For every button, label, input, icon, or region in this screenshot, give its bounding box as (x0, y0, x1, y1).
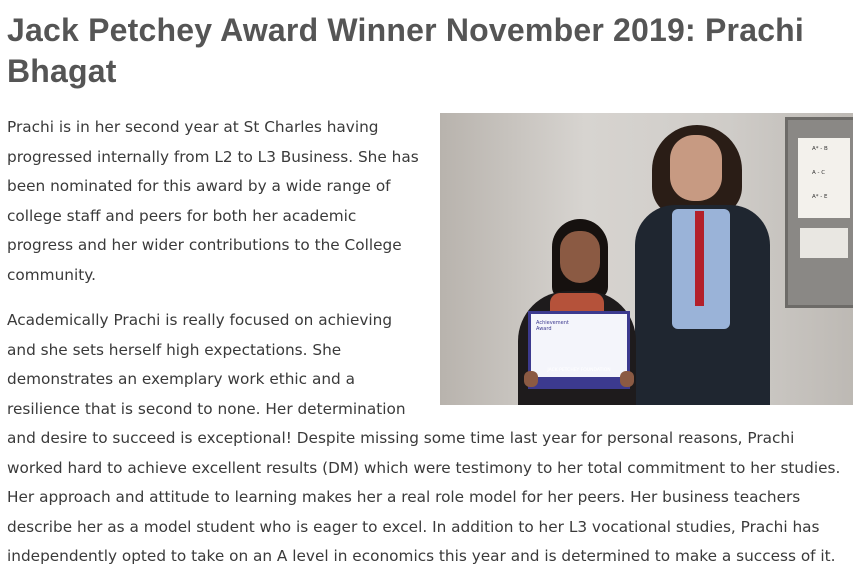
noticeboard-text: A* - B (812, 146, 828, 152)
article-paragraph (7, 113, 853, 373)
article-body (7, 113, 853, 588)
award-certificate (528, 311, 630, 389)
noticeboard-sheet (800, 228, 848, 258)
noticeboard-sheet (798, 138, 850, 218)
award-photo (440, 113, 853, 405)
certificate-heading: Achievement (536, 320, 569, 326)
noticeboard-text: A - C (812, 170, 826, 176)
noticeboard-text: A* - E (812, 194, 828, 200)
paragraph-1: Prachi is in her second year at St Charles having progressed internally from L2 to L3 Business. She has been nominated for this award by a wide range of college staff and peers for both her academic progress and her wider contributions to the College community. (7, 118, 419, 284)
man-tie (695, 211, 704, 306)
page-title: Jack Petchey Award Winner November 2019: Prachi Bhagat (7, 12, 805, 89)
man-face (670, 135, 722, 201)
certificate-band-text: JACK PETCHEY FOUNDATION (547, 367, 611, 373)
certificate-heading: Award (536, 326, 552, 332)
student-face (560, 231, 600, 283)
certificate-band (531, 367, 627, 386)
student-hand (524, 371, 538, 387)
paragraph-2: Academically Prachi is really focused on achieving and she sets herself high expectations. She demonstrates an exemplary work ethic and a resilience that is second to none. Her determination and desire to succeed is exceptional! Despite missing some time last year for personal reasons, Prachi worked hard to achieve excellent results (DM) which were testimony to her total commitment to her studies. Her approach and attitude to learning makes her a real role model for her peers. Her business teachers describe her as a model student who is eager to excel. In addition to her L3 vocational studies, Prachi has independently opted to take on an A level in economics this year and is determined to make a success of it. (7, 311, 841, 565)
noticeboard (785, 117, 853, 308)
student-hand (620, 371, 634, 387)
